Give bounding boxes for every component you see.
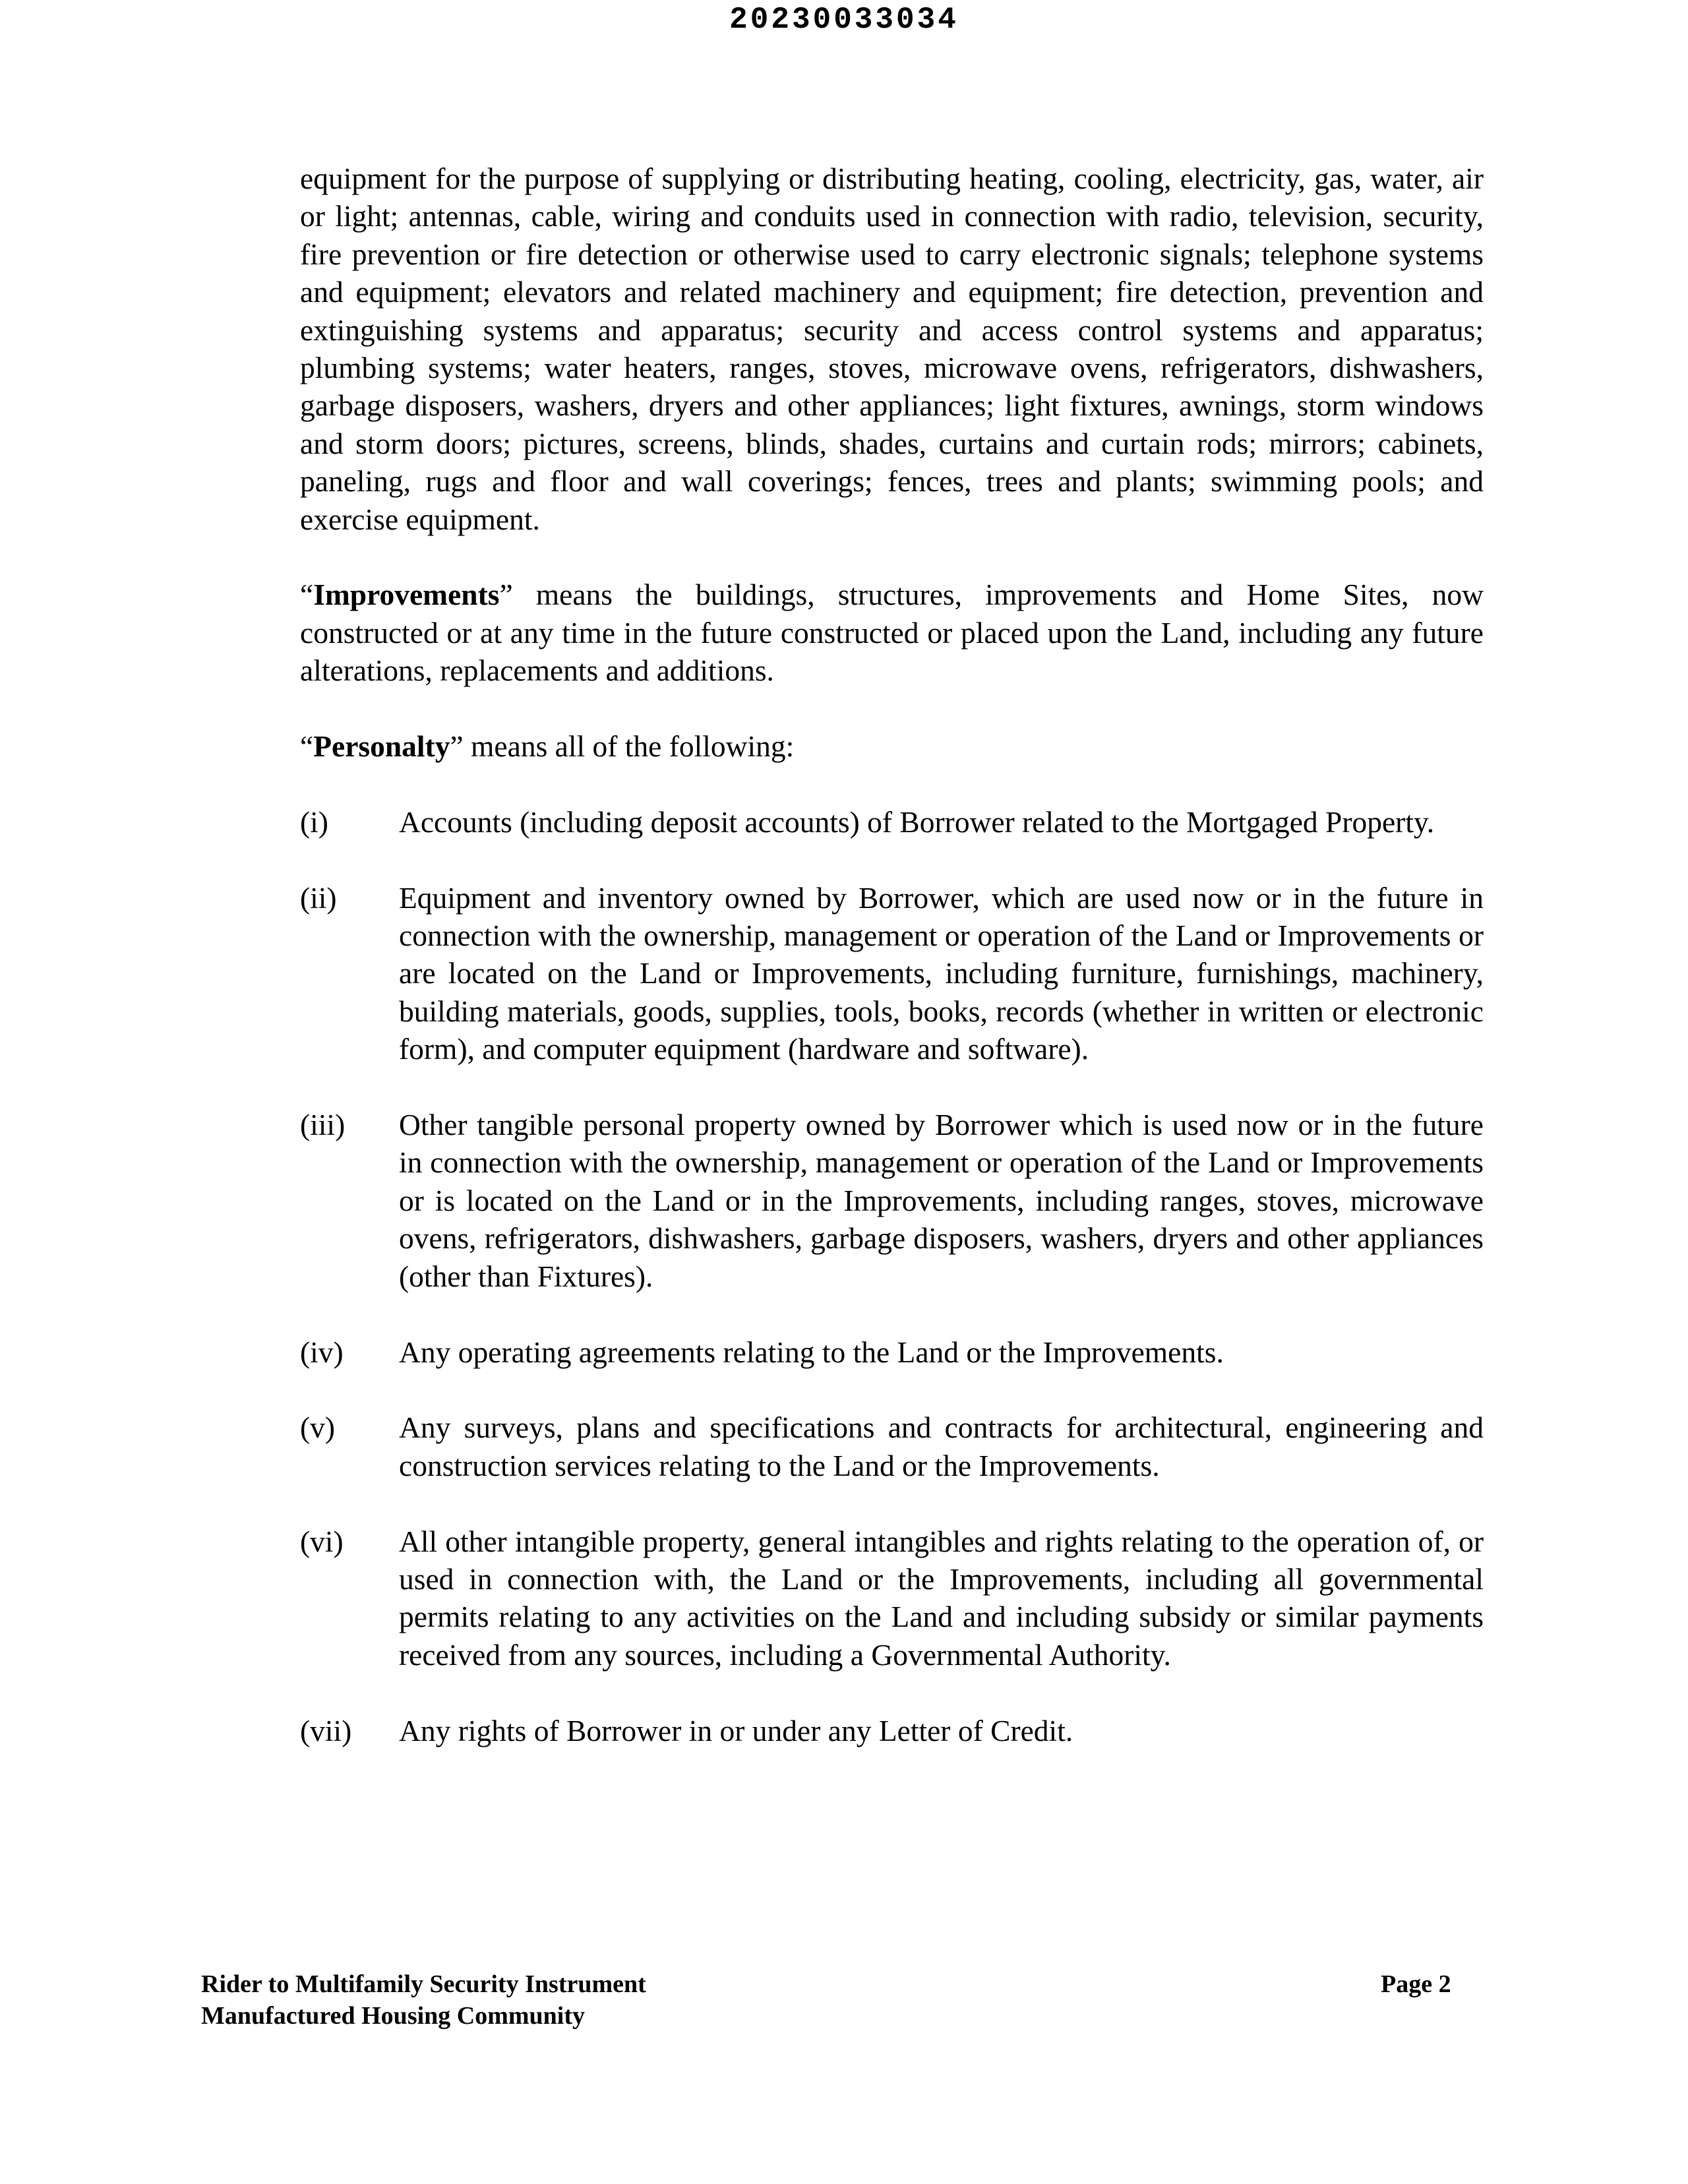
- list-item-text: Equipment and inventory owned by Borrower, which are used now or in the future in connection with the ownership, management or operation of the Land or Improvements or are located on the Land or Improvements, including furniture, furnishings, machinery, building materials, goods, supplies, tools, books, records (whether in written or electronic form), and computer equipment (hardware and software).: [399, 880, 1484, 1066]
- list-item-number: (iii): [300, 1108, 346, 1142]
- list-item-number: (i): [300, 804, 328, 839]
- improvements-close-quote: ”: [499, 578, 513, 612]
- list-item: [300, 1106, 1484, 1295]
- list-item: [300, 1333, 1484, 1371]
- personalty-close-quote: ”: [450, 729, 464, 764]
- intro-paragraph: equipment for the purpose of supplying or distributing heating, cooling, electricity, gas, water, air or light; antennas, cable, wiring and conduits used in connection with radio, television, security, fire prevention or fire detection or otherwise used to carry electronic signals; telephone systems and equipment; elevators and related machinery and equipment; fire detection, prevention and extinguishing systems and apparatus; security and access control systems and apparatus; plumbing systems; water heaters, ranges, stoves, microwave ovens, refrigerators, dishwashers, garbage disposers, washers, dryers and other appliances; light fixtures, awnings, storm windows and storm doors; pictures, screens, blinds, shades, curtains and curtain rods; mirrors; cabinets, paneling, rugs and floor and wall coverings; fences, trees and plants; swimming pools; and exercise equipment.: [300, 162, 1484, 536]
- list-item-text: Any rights of Borrower in or under any Letter of Credit.: [399, 1713, 1073, 1747]
- list-item-number: (v): [300, 1410, 336, 1445]
- improvements-definition-text: means the buildings, structures, improvements and Home Sites, now constructed or at any time in the future constructed or placed upon the Land, including any future alterations, replacements and additions.: [300, 578, 1484, 688]
- list-item-number: (vii): [300, 1713, 352, 1747]
- list-item: [300, 1409, 1484, 1484]
- improvements-definition: [300, 576, 1484, 689]
- list-item-text: All other intangible property, general intangibles and rights relating to the operation of, or used in connection with, the Land or the Improvements, including all governmental permits relating to any activities on the Land and including subsidy or similar payments received from any sources, including a Governmental Authority.: [399, 1524, 1484, 1672]
- list-item-text: Any operating agreements relating to the Land or the Improvements.: [399, 1335, 1224, 1369]
- list-item-number: (ii): [300, 880, 337, 915]
- recording-number: 20230033034: [729, 3, 959, 37]
- personalty-definition: [300, 727, 1484, 765]
- list-item-text: Accounts (including deposit accounts) of Borrower related to the Mortgaged Property.: [399, 804, 1435, 839]
- list-item: [300, 1523, 1484, 1674]
- list-item-text: Other tangible personal property owned by Borrower which is used now or in the future in connection with the ownership, management or operation of the Land or Improvements or is located on the Land or in the Improvements, including ranges, stoves, microwave ovens, refrigerators, dishwashers, garbage disposers, washers, dryers and other appliances (other than Fixtures).: [399, 1108, 1484, 1293]
- list-item-number: (vi): [300, 1524, 344, 1558]
- improvements-open-quote: “: [300, 578, 314, 612]
- personalty-definition-text: means all of the following:: [463, 729, 795, 764]
- list-item: [300, 879, 1484, 1068]
- list-item-text: Any surveys, plans and specifications and contracts for architectural, engineering and construction services relating to the Land or the Improvements.: [399, 1410, 1484, 1482]
- footer-line-2: Manufactured Housing Community: [201, 2002, 586, 2030]
- footer-line-1: Rider to Multifamily Security Instrument: [201, 1970, 646, 1998]
- list-item: [300, 803, 1484, 841]
- list-item: [300, 1712, 1484, 1749]
- document-body: [300, 160, 1484, 1787]
- list-item-number: (iv): [300, 1335, 344, 1369]
- improvements-term: Improvements: [313, 578, 500, 612]
- footer-document-title: [201, 1968, 646, 2032]
- personalty-term: Personalty: [313, 729, 450, 764]
- personalty-open-quote: “: [300, 729, 314, 764]
- page-number: Page 2: [1381, 1970, 1451, 1998]
